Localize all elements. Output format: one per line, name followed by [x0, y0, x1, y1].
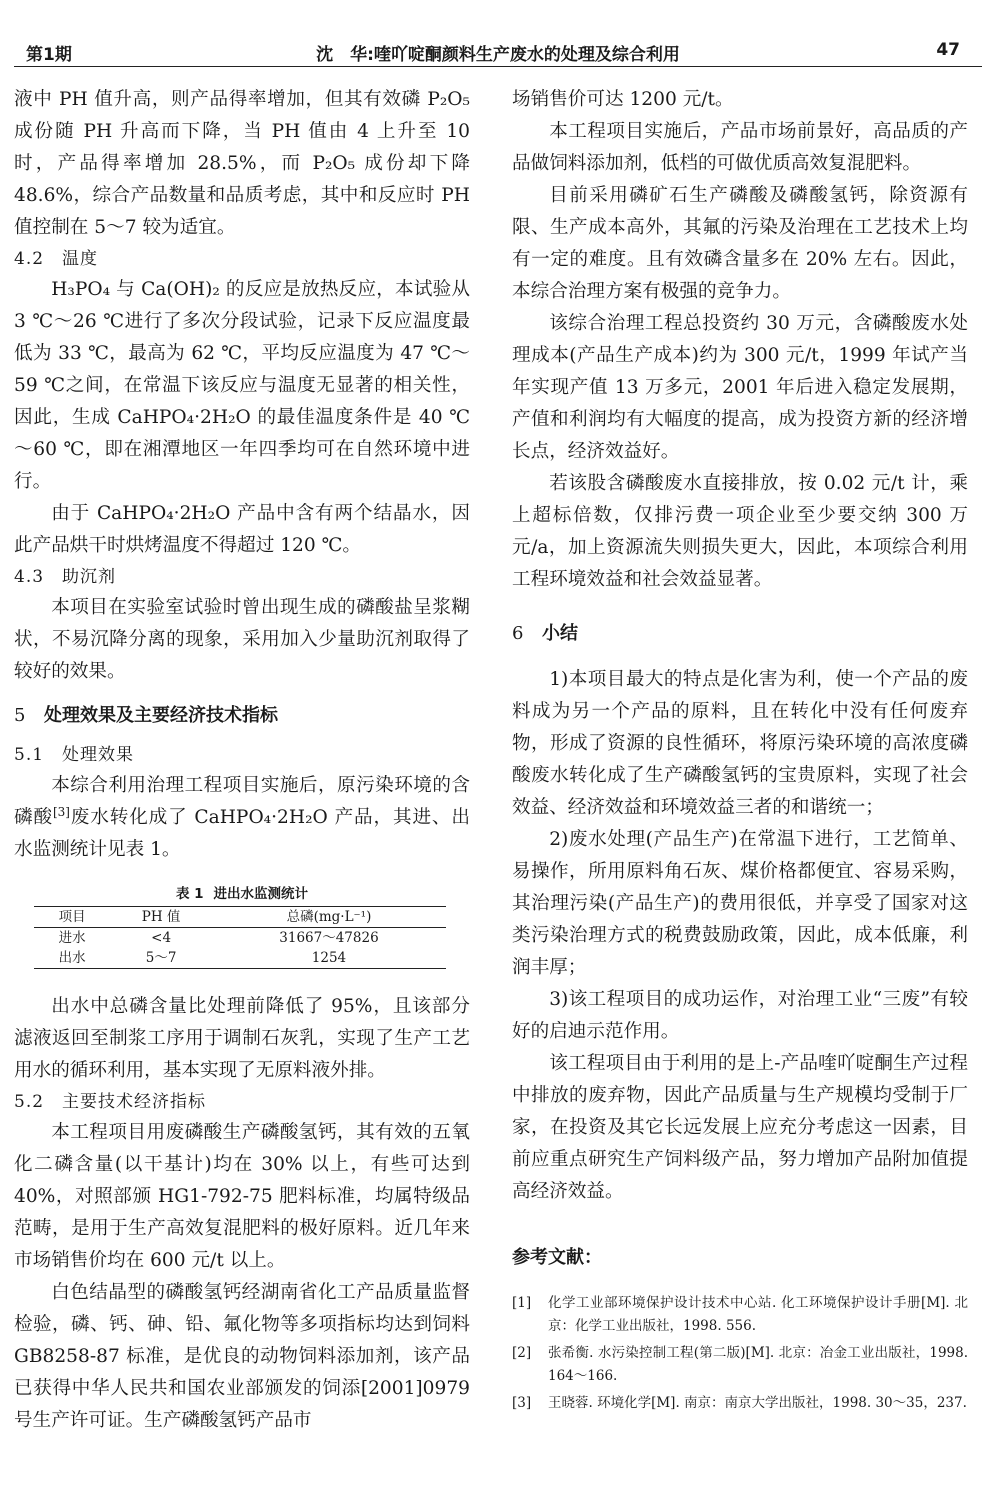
table-row — [34, 928, 446, 949]
section-heading-5-1: 5.1 处理效果 — [14, 745, 134, 765]
table-caption: 表 1 进出水监测统计 — [175, 886, 309, 902]
paragraph: 白色结晶型的磷酸氢钙经湖南省化工产品质量监督检验，磷、钙、砷、铅、氟化物等多项指标均达到饲料 GB8258-87 标准，是优良的动物饲料添加剂，该产品已获得中华人民共和国农业部颁发的饲添[2001]0979 号生产许可证。生产磷酸氢钙产品市 — [14, 1282, 470, 1431]
table-cell: 5～7 — [110, 948, 212, 969]
reference-item: [2] 张希衡. 水污染控制工程(第二版)[M]. 北京：冶金工业出版社，1998. 164～166. — [512, 1345, 968, 1384]
paragraph: H₃PO₄ 与 Ca(OH)₂ 的反应是放热反应，本试验从 3 ℃～26 ℃进行了多次分段试验，记录下反应温度最低为 33 ℃，最高为 62 ℃，平均反应温度为 47 ℃～59 ℃之间，在常温下该反应与温度无显著的相关性，因此，生成 CaHPO₄·2H₂O 的最佳温度条件是 40 ℃～60 ℃，即在湘潭地区一年四季均可在自然环境中进行。 — [14, 279, 470, 492]
paragraph: 本项目在实验室试验时曾出现生成的磷酸盐呈浆糊状，不易沉降分离的现象，采用加入少量助沉剂取得了较好的效果。 — [14, 597, 470, 682]
paragraph: 目前采用磷矿石生产磷酸及磷酸氢钙，除资源有限、生产成本高外，其氟的污染及治理在工艺技术上均有一定的难度。且有效磷含量多在 20% 左右。因此，本综合治理方案有极强的竞争力。 — [512, 185, 968, 302]
paragraph: 该工程项目由于利用的是上-产品喹吖啶酮生产过程中排放的废弃物，因此产品质量与生产规模均受制于厂家，在投资及其它长远发展上应充分考虑这一因素，目前应重点研究生产饲料级产品，努力增加产品附加值提高经济效益。 — [512, 1053, 968, 1202]
table-header-cell: 项目 — [34, 907, 110, 928]
table-cell: 1254 — [212, 948, 446, 969]
right-column — [512, 84, 968, 1419]
paragraph: 本工程项目用废磷酸生产磷酸氢钙，其有效的五氧化二磷含量(以干基计)均在 30% 以上，有些可达到 40%，对照部颁 HG1-792-75 肥料标准，均属特级品范畴，是用于生产高效复混肥料的极好原料。近几年来市场销售价均在 600 元/t 以上。 — [14, 1122, 470, 1271]
paragraph: 液中 PH 值升高，则产品得率增加，但其有效磷 P₂O₅ 成份随 PH 升高而下降，当 PH 值由 4 上升至 10 时，产品得率增加 28.5%，而 P₂O₅ 成份却下降 48.6%，综合产品数量和品质考虑，其中和反应时 PH 值控制在 5～7 较为适宜。 — [14, 89, 470, 238]
paragraph: 本工程项目实施后，产品市场前景好，高品质的产品做饲料添加剂，低档的可做优质高效复混肥料。 — [512, 121, 968, 174]
paragraph: 由于 CaHPO₄·2H₂O 产品中含有两个结晶水，因此产品烘干时烘烤温度不得超过 120 ℃。 — [14, 503, 470, 556]
reference-item: [1] 化学工业部环境保护设计技术中心站. 化工环境保护设计手册[M]. 北京：化学工业出版社，1998. 556. — [512, 1295, 968, 1334]
table-row — [34, 948, 446, 969]
paragraph: 出水中总磷含量比处理前降低了 95%，且该部分滤液返回至制浆工序用于调制石灰乳，实现了生产工艺用水的循环利用，基本实现了无原料液外排。 — [14, 996, 470, 1081]
article-running-title: 沈 华:喹吖啶酮颜料生产废水的处理及综合利用 — [316, 45, 680, 65]
table-1 — [14, 884, 470, 969]
references-heading: 参考文献： — [512, 1247, 602, 1268]
reference-item: [3] 王晓蓉. 环境化学[M]. 南京：南京大学出版社，1998. 30～35，237. — [512, 1395, 967, 1411]
paragraph: 该综合治理工程总投资约 30 万元，含磷酸废水处理成本(产品生产成本)约为 300 元/t，1999 年试产当年实现产值 13 万多元，2001 年后进入稳定发展期，产值和利润均有大幅度的提高，成为投资方新的经济增长点，经济效益好。 — [512, 313, 968, 462]
table-header-cell: 总磷(mg·L⁻¹) — [212, 907, 446, 928]
table-cell: 进水 — [58, 930, 86, 946]
paragraph: 若该股含磷酸废水直接排放，按 0.02 元/t 计，乘上超标倍数，仅排污费一项企业至少要交纳 300 万元/a，加上资源流失则损失更大，因此，本项综合利用工程环境效益和社会效益显著。 — [512, 473, 968, 590]
table-header-cell: PH 值 — [110, 907, 212, 928]
paragraph: 3)该工程项目的成功运作，对治理工业“三废”有较好的启迪示范作用。 — [512, 989, 968, 1042]
paragraph: 1)本项目最大的特点是化害为利，使一个产品的废料成为另一个产品的原料，且在转化中没有任何废弃物，形成了资源的良性循环，将原污染环境的高浓度磷酸废水转化成了生产磷酸氢钙的宝贵原料，实现了社会效益、经济效益和环境效益三者的和谐统一； — [512, 669, 968, 818]
table-cell: 31667～47826 — [279, 930, 379, 946]
journal-issue: 第1期 — [26, 45, 72, 65]
section-heading-6: 6 小结 — [512, 623, 578, 644]
paragraph: 本综合利用治理工程项目实施后，原污染环境的含磷酸[3]废水转化成了 CaHPO₄·2H₂O 产品，其进、出水监测统计见表 1。 — [14, 775, 470, 860]
paragraph: 2)废水处理(产品生产)在常温下进行，工艺简单、易操作，所用原料角石灰、煤价格都便宜、容易采购，其治理污染(产品生产)的费用很低，并享受了国家对这类污染治理方式的税费鼓励政策，因此，成本低廉，利润丰厚； — [512, 829, 968, 978]
page-number: 47 — [936, 40, 960, 60]
table-cell: 出水 — [34, 948, 110, 969]
section-heading-4-2: 4.2 温度 — [14, 249, 98, 269]
citation-ref: [3] — [52, 804, 70, 819]
section-heading-5-2: 5.2 主要技术经济指标 — [14, 1092, 206, 1112]
running-header — [14, 0, 982, 67]
monitoring-table — [34, 906, 446, 969]
left-column — [14, 84, 470, 1437]
table-cell: <4 — [151, 930, 172, 946]
section-heading-5: 5 处理效果及主要经济技术指标 — [14, 705, 278, 726]
paragraph: 场销售价可达 1200 元/t。 — [512, 89, 734, 110]
section-heading-4-3: 4.3 助沉剂 — [14, 567, 116, 587]
